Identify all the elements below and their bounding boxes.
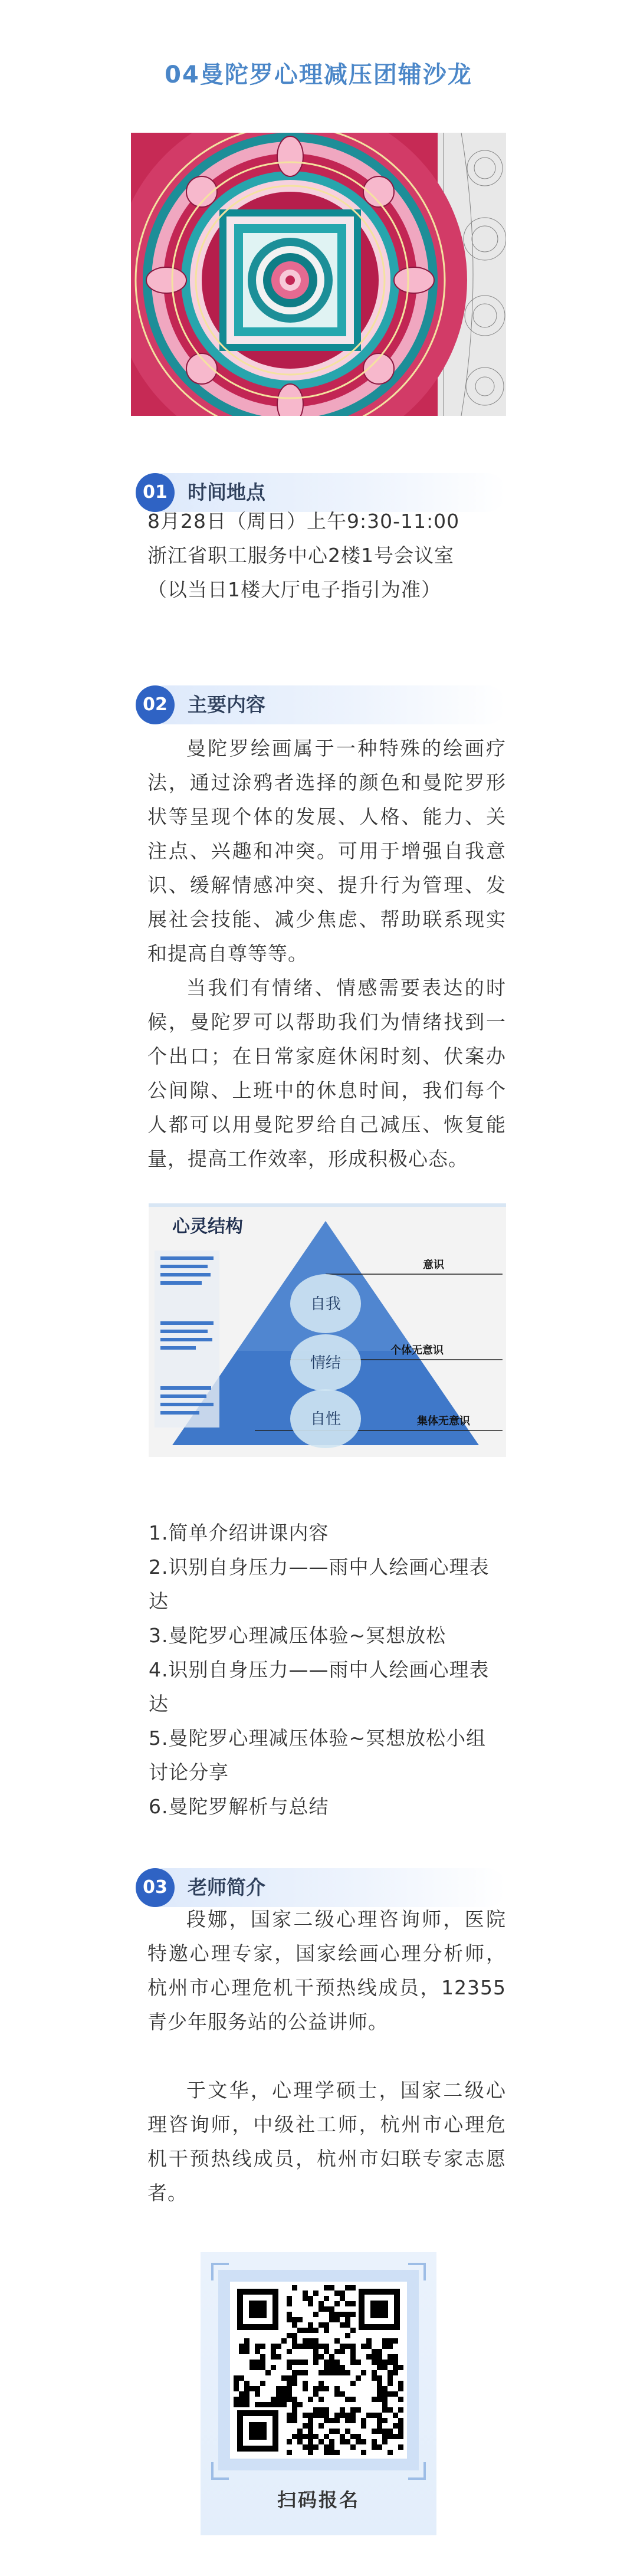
section-number: 01 [136,473,175,512]
signup-label: 扫码报名 [277,2489,360,2511]
diagram-level-self: 自性 [310,1410,341,1428]
list-item: 2.识别自身压力——雨中人绘画心理表达 [149,1556,490,1613]
content-paragraph: 曼陀罗绘画属于一种特殊的绘画疗法，通过涂鸦者选择的颜色和曼陀罗形状等呈现个体的发展、人格、能力、关注点、兴趣和冲突。可用于增强自我意识、缓解情感冲突、提升行为管理、发展社会技能、减少焦虑、帮助联系现实和提高自尊等等。 [147,737,506,965]
list-item: 5.曼陀罗心理减压体验~冥想放松小组讨论分享 [149,1727,487,1784]
section-title: 时间地点 [188,481,265,504]
psyche-structure-diagram [149,1203,506,1457]
list-item: 4.识别自身压力——雨中人绘画心理表达 [149,1658,490,1715]
diagram-level-ego: 自我 [310,1295,341,1313]
diagram-label-collective-unconscious: 集体无意识 [417,1415,470,1428]
event-location-note: （以当日1楼大厅电子指引为准） [147,578,441,601]
time-place-block [147,504,506,607]
list-item: 6.曼陀罗解析与总结 [149,1795,329,1818]
content-paragraph: 当我们有情绪、情感需要表达的时候，曼陀罗可以帮助我们为情绪找到一个出口；在日常家庭休闲时刻、伏案办公间隙、上班中的休息时间，我们每个人都可以用曼陀罗给自己减压、恢复能量，提高工作效率，形成积极心态。 [147,976,506,1170]
teacher-intro [147,1902,506,2210]
qr-code-icon[interactable] [230,2282,407,2459]
section-title: 老师简介 [188,1876,265,1899]
diagram-label-personal-unconscious: 个体无意识 [390,1344,444,1357]
agenda-list [149,1516,506,1824]
content-description [147,731,506,1176]
event-time: 8月28日（周日）上午9:30-11:00 [147,510,460,533]
section-number: 02 [136,685,175,724]
mandala-image [131,133,506,416]
list-item: 1.简单介绍讲课内容 [149,1521,329,1544]
teacher-bio: 于文华，心理学硕士，国家二级心理咨询师，中级社工师，杭州市心理危机干预热线成员，杭州市妇联专家志愿者。 [147,2079,506,2204]
list-item: 3.曼陀罗心理减压体验~冥想放松 [149,1624,446,1647]
page-title: 04曼陀罗心理减压团辅沙龙 [165,61,472,88]
section-title: 主要内容 [188,693,265,716]
diagram-label-conscious: 意识 [423,1259,444,1271]
signup-qr-card[interactable] [201,2252,436,2535]
diagram-level-complex: 情结 [310,1354,341,1372]
event-location: 浙江省职工服务中心2楼1号会议室 [147,544,454,567]
section-number: 03 [136,1868,175,1907]
teacher-bio: 段娜，国家二级心理咨询师，医院特邀心理专家，国家绘画心理分析师，杭州市心理危机干预热线成员，12355青少年服务站的公益讲师。 [147,1908,506,2033]
section-header-content [131,678,506,731]
diagram-title: 心灵结构 [172,1216,243,1237]
